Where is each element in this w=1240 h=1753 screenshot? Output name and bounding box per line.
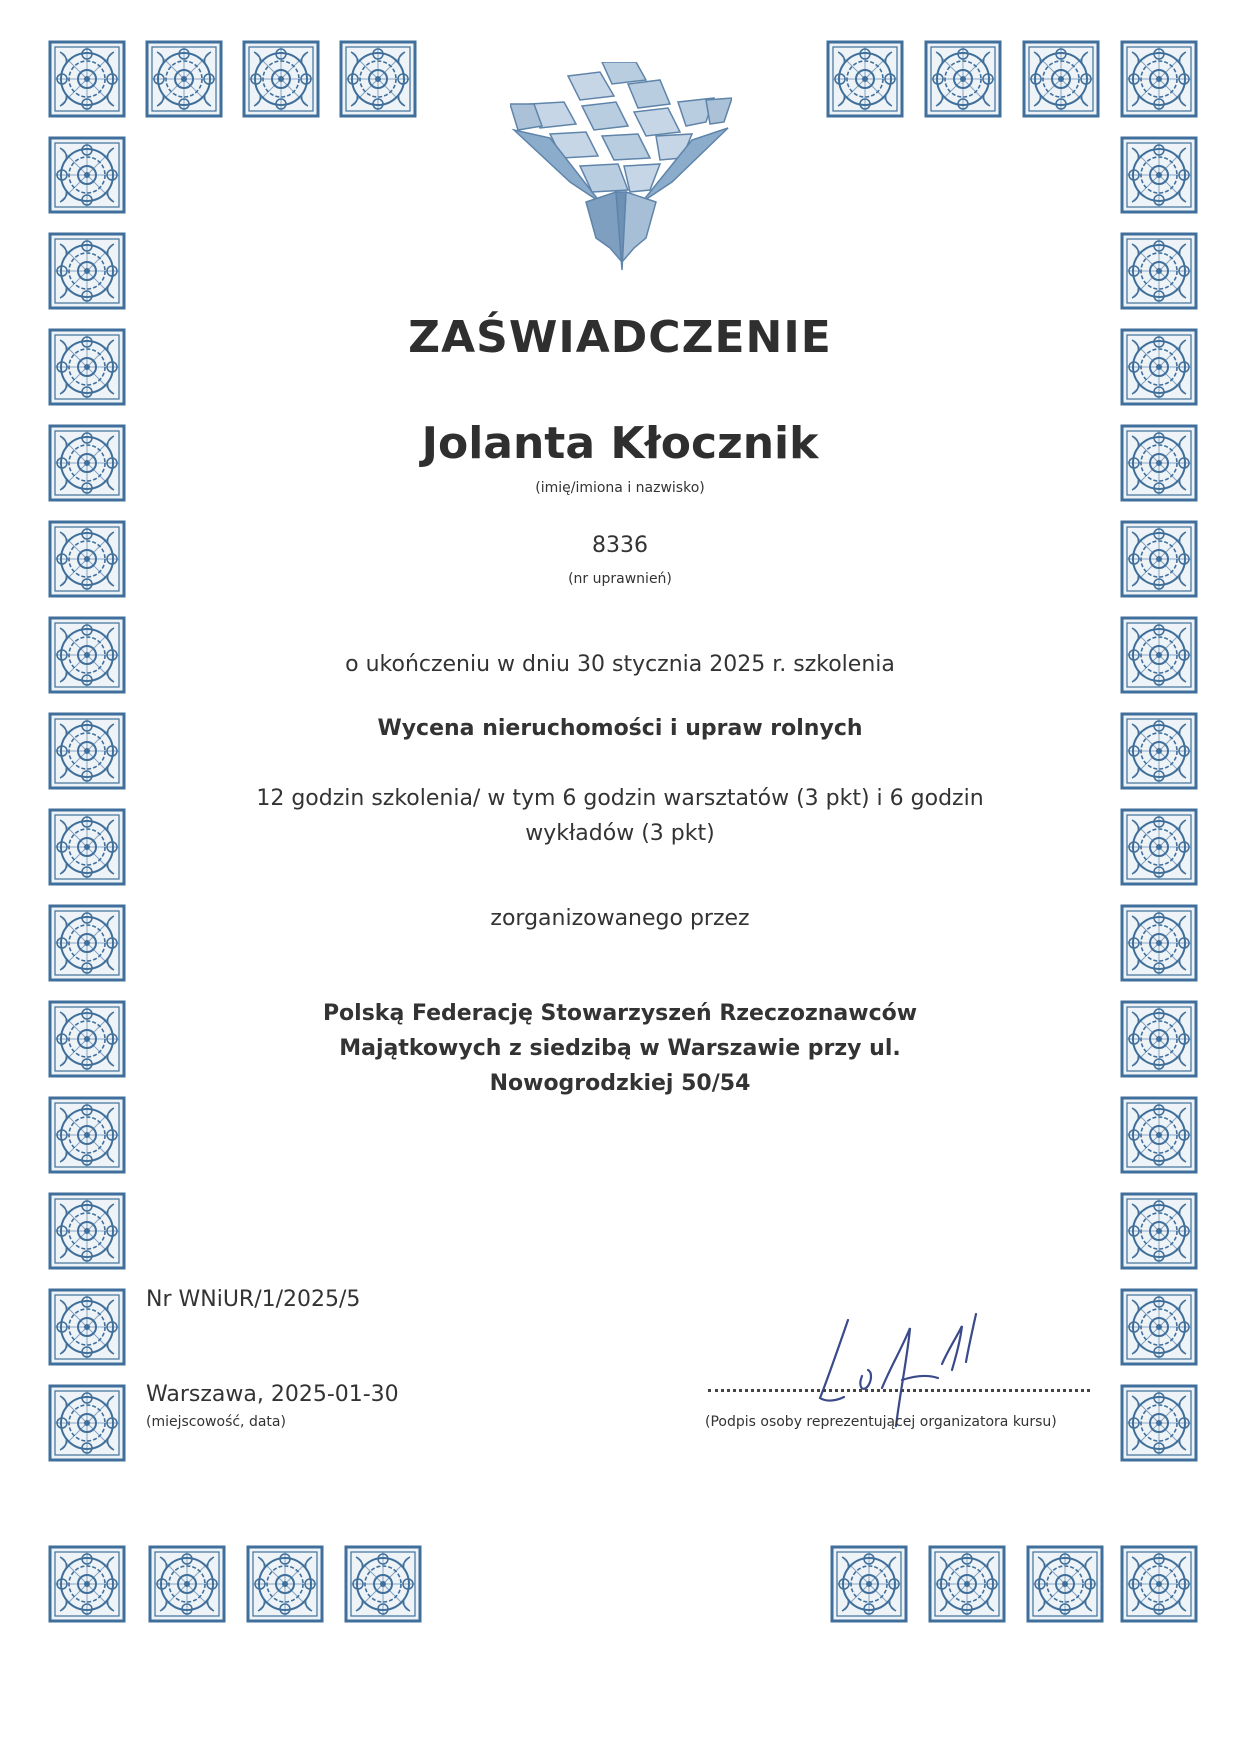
ornamental-tile-icon bbox=[344, 1545, 422, 1623]
ornamental-tile-icon bbox=[242, 40, 320, 118]
ornamental-tile-icon bbox=[1120, 1384, 1198, 1462]
ornamental-tile-icon bbox=[246, 1545, 324, 1623]
ornamental-tile-icon bbox=[148, 1545, 226, 1623]
ornamental-tile-icon bbox=[1022, 40, 1100, 118]
holder-name-caption: (imię/imiona i nazwisko) bbox=[535, 480, 705, 496]
ornamental-tile-icon bbox=[48, 808, 126, 886]
signature-line bbox=[708, 1389, 1090, 1392]
ornamental-tile-icon bbox=[48, 328, 126, 406]
ornamental-tile-icon bbox=[145, 40, 223, 118]
organizer-name: Polską Federację Stowarzyszeń Rzeczoznawców Majątkowych z siedzibą w Warszawie przy ul. Nowogrodzkiej 50/54 bbox=[322, 1001, 918, 1096]
ornamental-tile-icon bbox=[1120, 616, 1198, 694]
ornamental-tile-icon bbox=[48, 520, 126, 598]
completion-text: o ukończeniu w dniu 30 stycznia 2025 r. szkolenia bbox=[345, 652, 895, 677]
document-number: Nr WNiUR/1/2025/5 bbox=[146, 1287, 361, 1312]
license-number-caption: (nr uprawnień) bbox=[568, 571, 672, 587]
ornamental-tile-icon bbox=[1120, 520, 1198, 598]
hours-text: 12 godzin szkolenia/ w tym 6 godzin warsztatów (3 pkt) i 6 godzin wykładów (3 pkt) bbox=[256, 786, 984, 846]
ornamental-tile-icon bbox=[48, 1192, 126, 1270]
ornamental-tile-icon bbox=[1120, 424, 1198, 502]
ornamental-tile-icon bbox=[1120, 1096, 1198, 1174]
ornamental-tile-icon bbox=[48, 1288, 126, 1366]
ornamental-tile-icon bbox=[48, 904, 126, 982]
ornamental-tile-icon bbox=[48, 40, 126, 118]
ornamental-tile-icon bbox=[1120, 40, 1198, 118]
ornamental-tile-icon bbox=[1120, 1288, 1198, 1366]
ornamental-tile-icon bbox=[48, 136, 126, 214]
ornamental-tile-icon bbox=[48, 1000, 126, 1078]
ornamental-tile-icon bbox=[48, 1384, 126, 1462]
handwritten-signature bbox=[810, 1298, 1000, 1428]
ornamental-tile-icon bbox=[48, 1096, 126, 1174]
federation-logo-icon bbox=[510, 62, 732, 272]
place-date: Warszawa, 2025-01-30 bbox=[146, 1382, 399, 1407]
ornamental-tile-icon bbox=[48, 424, 126, 502]
ornamental-tile-icon bbox=[1026, 1545, 1104, 1623]
ornamental-tile-icon bbox=[1120, 136, 1198, 214]
ornamental-tile-icon bbox=[1120, 712, 1198, 790]
ornamental-tile-icon bbox=[826, 40, 904, 118]
ornamental-tile-icon bbox=[924, 40, 1002, 118]
ornamental-tile-icon bbox=[48, 1545, 126, 1623]
course-title: Wycena nieruchomości i upraw rolnych bbox=[377, 716, 863, 741]
ornamental-tile-icon bbox=[1120, 1192, 1198, 1270]
ornamental-tile-icon bbox=[830, 1545, 908, 1623]
ornamental-tile-icon bbox=[1120, 808, 1198, 886]
license-number: 8336 bbox=[592, 533, 648, 558]
signature-caption: (Podpis osoby reprezentującej organizatora kursu) bbox=[705, 1414, 1057, 1430]
place-date-caption: (miejscowość, data) bbox=[146, 1414, 286, 1430]
ornamental-tile-icon bbox=[1120, 904, 1198, 982]
ornamental-tile-icon bbox=[339, 40, 417, 118]
ornamental-tile-icon bbox=[48, 616, 126, 694]
ornamental-tile-icon bbox=[928, 1545, 1006, 1623]
certificate-title: ZAŚWIADCZENIE bbox=[408, 312, 832, 363]
organized-by-label: zorganizowanego przez bbox=[490, 906, 750, 931]
ornamental-tile-icon bbox=[48, 712, 126, 790]
ornamental-tile-icon bbox=[48, 232, 126, 310]
holder-name: Jolanta Kłocznik bbox=[421, 418, 819, 469]
ornamental-tile-icon bbox=[1120, 1000, 1198, 1078]
ornamental-tile-icon bbox=[1120, 1545, 1198, 1623]
ornamental-tile-icon bbox=[1120, 232, 1198, 310]
ornamental-tile-icon bbox=[1120, 328, 1198, 406]
